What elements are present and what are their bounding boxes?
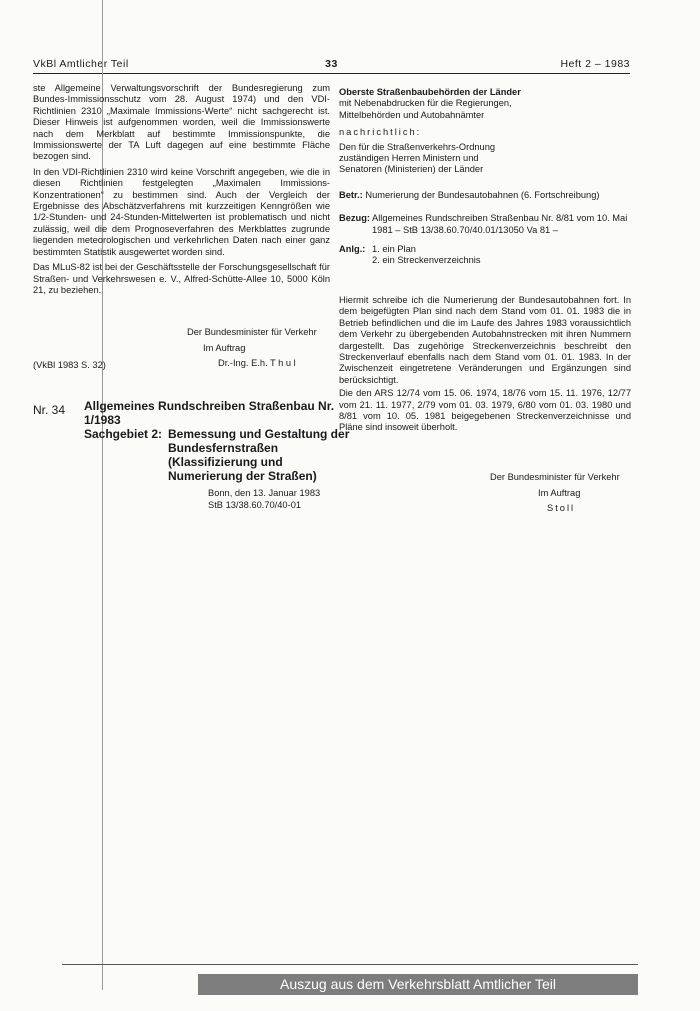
left-paragraph-1: ste Allgemeine Verwaltungsvorschrift der Bundesregierung zum Bundes-Immissionsschutz vom 28. August 1974) und den VDI-Richtlinien 2310 „Maximale Immissions-Werte“ nicht sachgerecht ist. Dieser Hinweis ist aufgenommen worden, weil die Immissionswerte nach dem Merkblatt auf bestimmte Immissionspunkte, die Immissionswerte der TA Luft dagegen auf eine bestimmte Fläche bezogen sind. bbox=[33, 83, 330, 162]
page-header bbox=[33, 58, 630, 72]
left-reference: (VkBl 1983 S. 32) bbox=[33, 360, 106, 370]
header-rule bbox=[33, 73, 630, 74]
right-signature-name: Stoll bbox=[547, 503, 576, 513]
right-paragraph-1: Hiermit schreibe ich die Numerierung der Bundesautobahnen fort. In dem beigefügten Plan sind nach dem Stand vom 01. 01. 1983 die in Betrieb befindlichen und die im Laufe des Jahres 1983 voraussichtlich dem Verkehr zu übergebenden Autobahnstrecken mit ihren Nummern dargestellt. Das zugehörige Streckenverzeichnis beschreibt den Streckenverlauf ebenfalls nach dem Stand vom 01. 01. 1983. In der Zwischenzeit eingetretene Veränderungen und Ergänzungen sind berücksichtigt. bbox=[339, 294, 631, 385]
circular-place-date bbox=[208, 487, 320, 511]
recipient-head: Oberste Straßenbaubehörden der Länder bbox=[339, 87, 521, 97]
circular-number: Nr. 34 bbox=[33, 403, 66, 417]
circular-subject-label: Sachgebiet 2: bbox=[84, 427, 163, 441]
right-signature-role: Im Auftrag bbox=[538, 487, 581, 498]
right-body bbox=[339, 295, 631, 434]
cc-line-2: zuständigen Herren Ministern und bbox=[339, 153, 479, 164]
left-paragraph-3: Das MLuS-82 ist bei der Geschäftsstelle der Forschungsgesellschaft für Straßen- und Verkehrswesen e. V., Alfred-Schütte-Allee 10, 5000 Köln 21, zu beziehen. bbox=[33, 262, 330, 295]
circular-subject bbox=[84, 427, 354, 483]
left-paragraph-2: In den VDI-Richtlinien 2310 wird keine Vorschrift angegeben, wie die in diesen Richtlinien festgelegten „Maximalen Immissions-Konzentrationen“ zu bestimmen sind. Auch der Vergleich der Ergebnisse des Abschätzverfahrens mit kurzzeitigen Kenngrößen wie 1/2-Stunden- und 24-Stunden-Mittelwerten ist problematisch und nicht zulässig, weil die dem Prognoseverfahren des Merkblattes zugrunde liegenden meteorologischen und verkehrlichen Daten nach einer ganz bestimmten Statistik ausgewertet worden sind. bbox=[33, 166, 330, 257]
header-issue: Heft 2 – 1983 bbox=[560, 58, 630, 70]
right-paragraph-2: Die den ARS 12/74 vom 15. 06. 1974, 18/76 vom 15. 11. 1976, 12/77 vom 21. 11. 1977, 2/79 vom 01. 03. 1979, 6/80 vom 01. 03. 1980 und 8/81 vom 10. 05. 1981 beigegebenen Streckenverzeichnisse und Pläne sind insoweit überholt. bbox=[339, 388, 631, 433]
circular-date: Bonn, den 13. Januar 1983 bbox=[208, 488, 321, 498]
recipients bbox=[339, 87, 631, 176]
right-signature bbox=[490, 470, 620, 517]
attachment-item-2: 2. ein Streckenverzeichnis bbox=[372, 255, 481, 266]
right-signature-office: Der Bundesminister für Verkehr bbox=[490, 472, 620, 482]
right-column bbox=[339, 87, 631, 436]
betr-label: Betr.: bbox=[339, 189, 363, 200]
recipient-line-2: Mittelbehörden und Autobahnämter bbox=[339, 109, 485, 120]
anlg-label: Anlg.: bbox=[339, 244, 366, 255]
nachrichtlich-label: nachrichtlich: bbox=[339, 127, 422, 138]
attachment-item-1: 1. ein Plan bbox=[372, 244, 416, 255]
left-column bbox=[33, 83, 330, 300]
left-signature-role: Im Auftrag bbox=[203, 342, 246, 353]
circular-title: Allgemeines Rundschreiben Straßenbau Nr. 1/1983 bbox=[84, 399, 335, 427]
left-signature bbox=[187, 325, 317, 372]
attachments bbox=[339, 244, 631, 267]
left-signature-name: Dr.-Ing. E.h. T h u l bbox=[218, 358, 296, 368]
cc-line-3: Senatoren (Ministerien) der Länder bbox=[339, 164, 484, 175]
bezug-label: Bezug: bbox=[339, 213, 370, 224]
left-signature-office: Der Bundesminister für Verkehr bbox=[187, 327, 317, 337]
footer-banner: Auszug aus dem Verkehrsblatt Amtlicher Teil bbox=[198, 974, 638, 995]
bezug-text: Allgemeines Rundschreiben Straßenbau Nr. 8/81 vom 10. Mai 1981 – StB 13/38.60.70/40.01/13050 Va 81 – bbox=[372, 213, 628, 235]
subject-line bbox=[339, 190, 631, 201]
reference-line bbox=[339, 213, 631, 236]
circular-file-ref: StB 13/38.60.70/40-01 bbox=[208, 500, 302, 510]
cc-line-1: Den für die Straßenverkehrs-Ordnung bbox=[339, 141, 496, 152]
betr-text: Numerierung der Bundesautobahnen (6. Fortschreibung) bbox=[365, 189, 600, 200]
recipient-line-1: mit Nebenabdrucken für die Regierungen, bbox=[339, 98, 512, 109]
footer-rule bbox=[62, 964, 638, 965]
header-page-number: 33 bbox=[325, 58, 338, 70]
header-journal: VkBl Amtlicher Teil bbox=[33, 58, 129, 70]
circular-subject-text: Bemessung und Gestaltung der Bundesfernstraßen (Klassifizierung und Numerierung der Straßen) bbox=[168, 427, 350, 483]
